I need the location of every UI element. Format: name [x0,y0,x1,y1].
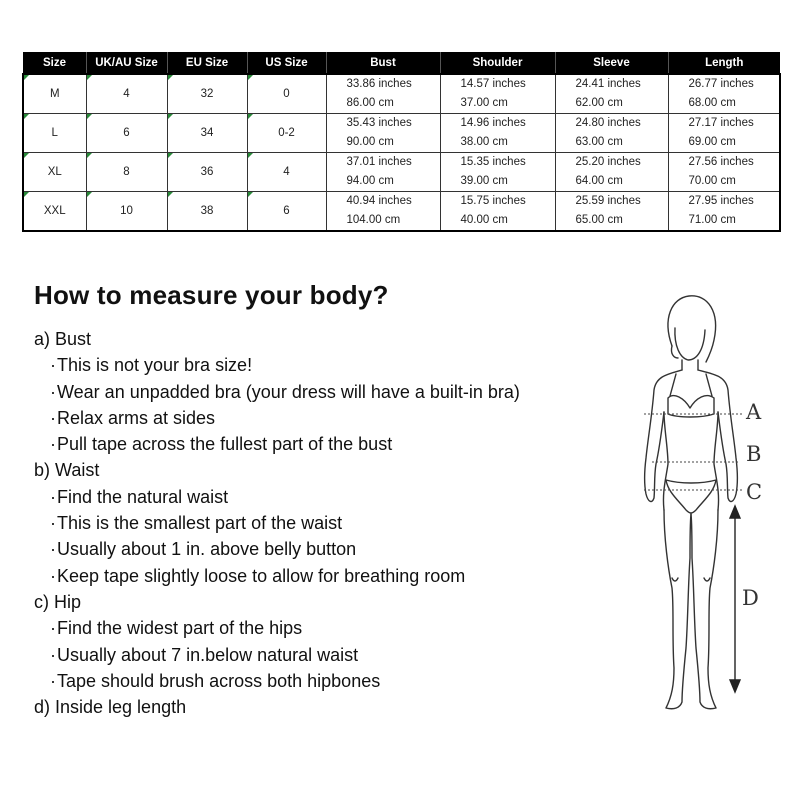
us-cell: 0-2 [247,114,326,153]
length-inches: 27.95 inches [688,195,754,207]
bust-inches: 35.43 inches [346,117,412,129]
eu-cell: 34 [167,114,247,153]
length-cm: 71.00 cm [688,214,736,226]
bust-cell [326,153,440,192]
length-inches: 26.77 inches [688,78,754,90]
uk-au-cell: 8 [86,153,167,192]
table-row [23,74,780,114]
eu-cell: 32 [167,74,247,114]
col-eu-size: EU Size [167,52,247,74]
sleeve-cm: 65.00 cm [575,214,623,226]
col-shoulder: Shoulder [440,52,555,74]
neck [682,360,698,370]
length-inches: 27.56 inches [688,156,754,168]
list-item: · This is the smallest part of the waist [34,510,634,536]
torso-left [663,412,668,510]
bust-cm: 86.00 cm [346,97,394,109]
length-cm: 70.00 cm [688,175,736,187]
section-heading-waist: b) Waist [34,460,100,481]
list-item: · Pull tape across the fullest part of the bust [34,431,634,457]
bust-cell [326,192,440,232]
label-a: A [746,400,762,424]
us-cell: 0 [247,74,326,114]
size-chart-header [23,52,780,74]
body-outline-illustration [622,288,792,728]
bra [668,374,714,417]
list-item: · Relax arms at sides [34,405,634,431]
size-chart-table [22,52,781,232]
sleeve-cell [555,74,668,114]
sleeve-cm: 62.00 cm [575,97,623,109]
table-row [23,153,780,192]
shoulder-inches: 14.57 inches [460,78,526,90]
shoulder-cell [440,192,555,232]
list-item: · Wear an unpadded bra (your dress will have a built-in bra) [34,379,634,405]
sleeve-inches: 24.80 inches [575,117,641,129]
bust-inches: 40.94 inches [346,195,412,207]
size-cell: L [23,114,86,153]
bust-cm: 104.00 cm [346,214,401,226]
uk-au-cell: 6 [86,114,167,153]
length-cell [668,74,780,114]
shoulder-inches: 14.96 inches [460,117,526,129]
left-leg [664,510,691,709]
bust-cell [326,74,440,114]
list-item: · Tape should brush across both hipbones [34,668,634,694]
length-inches: 27.17 inches [688,117,754,129]
label-d: D [742,586,759,610]
list-item: · Keep tape slightly loose to allow for breathing room [34,563,634,589]
col-sleeve: Sleeve [555,52,668,74]
uk-au-cell: 10 [86,192,167,232]
length-cm: 69.00 cm [688,136,736,148]
sleeve-inches: 25.59 inches [575,195,641,207]
shoulder-cm: 37.00 cm [460,97,508,109]
face-outline [675,328,705,360]
list-item: · Usually about 7 in.below natural waist [34,642,634,668]
shoulder-cell [440,114,555,153]
bust-cell [326,114,440,153]
shoulder-cm: 40.00 cm [460,214,508,226]
bust-cm: 94.00 cm [346,175,394,187]
shoulder-cm: 38.00 cm [460,136,508,148]
guide-title: How to measure your body? [34,280,389,310]
label-b: B [746,442,762,466]
torso-right [714,412,719,510]
list-item: · This is not your bra size! [34,352,634,378]
shoulder-cm: 39.00 cm [460,175,508,187]
section-heading-bust: a) Bust [34,329,92,349]
sleeve-inches: 24.41 inches [575,78,641,90]
body-measurement-figure [622,288,792,728]
shoulder-inches: 15.35 inches [460,156,526,168]
bust-cm: 90.00 cm [346,136,394,148]
sleeve-cm: 64.00 cm [575,175,623,187]
list-item: · Find the widest part of the hips [34,615,634,641]
col-length: Length [668,52,780,74]
section-heading-hip: c) Hip [34,591,82,612]
sleeve-cell [555,192,668,232]
bust-inches: 33.86 inches [346,78,412,90]
us-cell: 6 [247,192,326,232]
size-cell: XL [23,153,86,192]
col-bust: Bust [326,52,440,74]
label-c: C [746,480,763,504]
sleeve-cm: 63.00 cm [575,136,623,148]
length-cell [668,153,780,192]
uk-au-cell: 4 [86,74,167,114]
sleeve-cell [555,114,668,153]
us-cell: 4 [247,153,326,192]
sleeve-inches: 25.20 inches [575,156,641,168]
table-row [23,114,780,153]
briefs [666,480,716,513]
sleeve-cell [555,153,668,192]
list-item: · Usually about 1 in. above belly button [34,536,634,562]
col-us-size: US Size [247,52,326,74]
size-cell: M [23,74,86,114]
size-cell: XXL [23,192,86,232]
length-cm: 68.00 cm [688,97,736,109]
length-cell [668,114,780,153]
bust-inches: 37.01 inches [346,156,412,168]
shoulder-cell [440,74,555,114]
measure-guide [34,326,634,720]
shoulder-cell [440,153,555,192]
right-leg [691,510,718,709]
col-size: Size [23,52,86,74]
table-row [23,192,780,232]
eu-cell: 38 [167,192,247,232]
list-item: · Find the natural waist [34,484,634,510]
col-uk-au-size: UK/AU Size [86,52,167,74]
length-cell [668,192,780,232]
shoulder-inches: 15.75 inches [460,195,526,207]
section-heading-inside-leg: d) Inside leg length [34,697,187,718]
eu-cell: 36 [167,153,247,192]
